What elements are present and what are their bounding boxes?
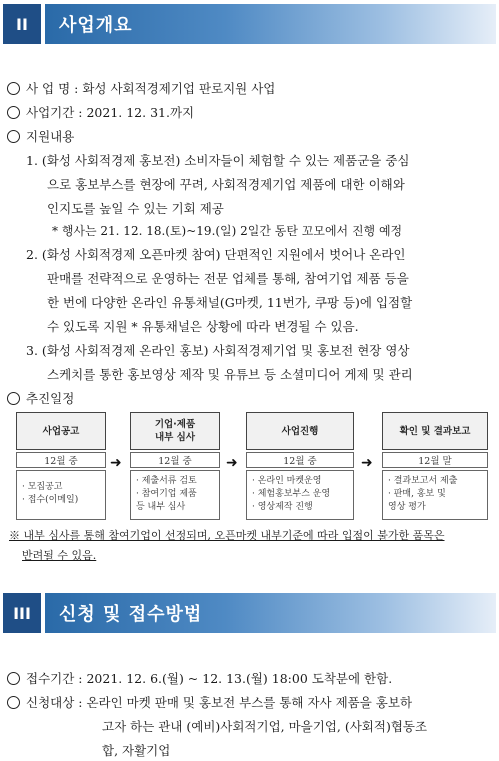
flow-arrow-icon: ➜ bbox=[110, 455, 122, 471]
apply-target-text: 신청대상 : 온라인 마켓 판매 및 홍보전 부스를 통해 자사 제품을 홍보하 bbox=[26, 695, 413, 710]
schedule-label-text: 추진일정 bbox=[26, 391, 75, 406]
item1-line2: 으로 홍보부스를 현장에 꾸려, 사회적경제기업 제품에 대한 이해와 bbox=[47, 177, 405, 192]
section-title: 사업개요 bbox=[59, 15, 133, 36]
section-title: 신청 및 접수방법 bbox=[59, 604, 203, 625]
period-text: 사업기간 : 2021. 12. 31.까지 bbox=[26, 105, 195, 120]
flow-step-2-date: 12월 중 bbox=[130, 452, 220, 468]
flow-step-3-body: · 온라인 마켓운영 · 체험홍보부스 운영 · 영상제작 진행 bbox=[246, 470, 354, 520]
apply-target-line1 bbox=[7, 694, 412, 712]
apply-period-text: 접수기간 : 2021. 12. 6.(월) ~ 12. 13.(월) 18:00 도착분에 한함. bbox=[26, 671, 393, 686]
flow-arrow-icon: ➜ bbox=[226, 455, 238, 471]
item2-line4: 수 있도록 지원 * 유통채널은 상황에 따라 변경될 수 있음. bbox=[47, 319, 359, 334]
flow-step-1-head: 사업공고 bbox=[16, 412, 106, 450]
item2-line3: 한 번에 다양한 온라인 유통채널(G마켓, 11번가, 쿠팡 등)에 입점할 bbox=[47, 295, 413, 310]
item2-line2: 판매를 전략적으로 운영하는 전문 업체를 통해, 참여기업 제품 등을 bbox=[47, 271, 409, 286]
section-number: III bbox=[3, 593, 41, 633]
flow-step-4-head: 확인 및 결과보고 bbox=[382, 412, 488, 450]
flow-step-4-date: 12월 말 bbox=[382, 452, 488, 468]
item1-line3: 인지도를 높일 수 있는 기회 제공 bbox=[47, 201, 224, 216]
flow-step-2-body: · 제출서류 검토 · 참여기업 제품 등 내부 심사 bbox=[130, 470, 220, 520]
item1-line1: 1. (화성 사회적경제 홍보전) 소비자들이 체험할 수 있는 제품군을 중심 bbox=[26, 153, 410, 168]
note-line2: 반려될 수 있음. bbox=[22, 549, 97, 562]
apply-period-line bbox=[7, 670, 392, 688]
apply-target-line3: 합, 자활기업 bbox=[102, 743, 171, 758]
circle-bullet-icon bbox=[7, 696, 20, 709]
content-label-text: 지원내용 bbox=[26, 129, 75, 144]
item3-line2: 스케치를 통한 홍보영상 제작 및 유튜브 등 소셜미디어 게제 및 관리 bbox=[47, 367, 413, 382]
section-header-application bbox=[3, 593, 496, 633]
flow-step-3-head: 사업진행 bbox=[246, 412, 354, 450]
section-number: II bbox=[3, 4, 41, 44]
item3-line1: 3. (화성 사회적경제 온라인 홍보) 사회적경제기업 및 홍보전 현장 영상 bbox=[26, 343, 410, 358]
flow-step-1-date: 12월 중 bbox=[16, 452, 106, 468]
item2-line1: 2. (화성 사회적경제 오픈마켓 참여) 단편적인 지원에서 벗어나 온라인 bbox=[26, 247, 406, 262]
flow-step-3-date: 12월 중 bbox=[246, 452, 354, 468]
flow-arrow-icon: ➜ bbox=[361, 455, 373, 471]
business-name-text: 사 업 명 : 화성 사회적경제기업 판로지원 사업 bbox=[26, 81, 276, 96]
section-title-box bbox=[45, 593, 496, 633]
note-line1: ※ 내부 심사를 통해 참여기업이 선정되며, 오픈마켓 내부기준에 따라 입점이 불가한 품목은 bbox=[9, 529, 445, 542]
flow-step-1-body: · 모집공고 · 접수(이메일) bbox=[16, 470, 106, 520]
flow-step-2-head: 기업·제품 내부 심사 bbox=[130, 412, 220, 450]
apply-target-line2: 고자 하는 관내 (예비)사회적기업, 마을기업, (사회적)협동조 bbox=[102, 719, 428, 734]
circle-bullet-icon bbox=[7, 672, 20, 685]
item1-note: * 행사는 21. 12. 18.(토)~19.(일) 2일간 동탄 꼬모에서 진행 예정 bbox=[52, 224, 403, 238]
flow-step-4-body: · 결과보고서 제출 · 판매, 홍보 및 영상 평가 bbox=[382, 470, 488, 520]
